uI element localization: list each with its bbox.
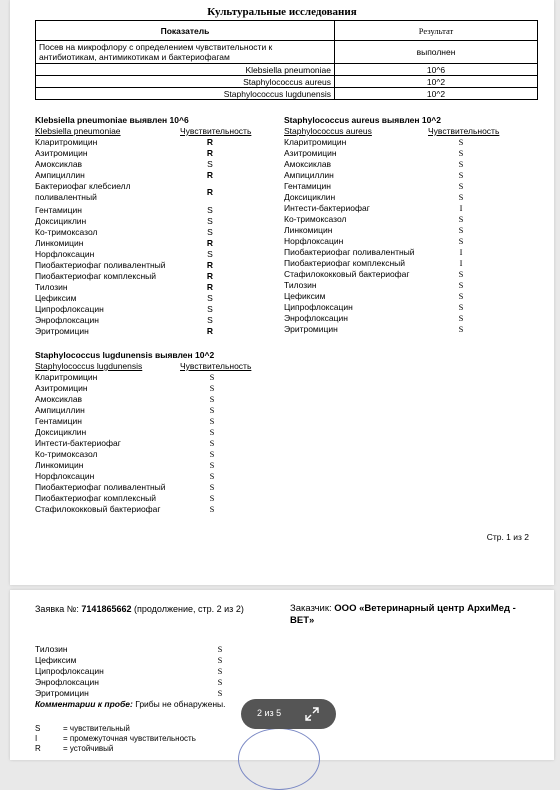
- column-header-result: Результат: [335, 21, 538, 41]
- antibiotic-row: [35, 216, 275, 227]
- sensitivity-value: R: [206, 260, 214, 270]
- antibiotic-list: [35, 372, 275, 515]
- sensitivity-value: S: [458, 280, 464, 290]
- sensitivity-value: S: [207, 315, 213, 325]
- antibiotic-row: [35, 666, 295, 677]
- antibiotic-row: [35, 181, 275, 205]
- antibiotic-name: Цефиксим: [284, 291, 326, 301]
- antibiotic-name: Энрофлоксацин: [284, 313, 348, 323]
- antibiotic-row: [35, 271, 275, 282]
- antibiotic-name: Тилозин: [35, 282, 68, 292]
- legend-text: = чувствительный: [63, 724, 130, 733]
- antibiotic-name: Энрофлоксацин: [35, 677, 99, 687]
- sensitivity-value: S: [217, 677, 223, 687]
- klebsiella-section: [35, 114, 275, 337]
- antibiotic-row: [35, 677, 295, 688]
- sensitivity-value: S: [209, 416, 215, 426]
- antibiotic-row: [35, 304, 275, 315]
- antibiotic-name: Азитромицин: [35, 148, 88, 158]
- antibiotic-name: Ампициллин: [35, 405, 85, 415]
- table-row: [36, 41, 538, 64]
- antibiotic-row: [35, 326, 275, 337]
- antibiotic-name: Ципрофлоксацин: [284, 302, 353, 312]
- antibiotic-row: [35, 482, 275, 493]
- sensitivity-value: R: [206, 148, 214, 158]
- sensitivity-value: R: [206, 170, 214, 180]
- antibiotic-row: [35, 205, 275, 216]
- antibiotic-name: Стафилококковый бактериофаг: [284, 269, 410, 279]
- antibiotic-row: [35, 383, 275, 394]
- sensitivity-value: S: [458, 137, 464, 147]
- antibiotic-row: [284, 302, 534, 313]
- antibiotic-row: [284, 214, 534, 225]
- sensitivity-value: S: [209, 394, 215, 404]
- antibiotic-row: [284, 137, 534, 148]
- antibiotic-name: Эритромицин: [35, 326, 89, 336]
- sensitivity-value: S: [458, 170, 464, 180]
- antibiotic-row: [35, 394, 275, 405]
- antibiotic-name: Эритромицин: [35, 688, 89, 698]
- sensitivity-value: R: [206, 326, 214, 336]
- antibiotic-list: [284, 137, 534, 335]
- sensitivity-value: S: [209, 427, 215, 437]
- antibiotic-row: [35, 260, 275, 271]
- antibiotic-name: Эритромицин: [284, 324, 338, 334]
- antibiotic-list: [35, 137, 275, 337]
- antibiotic-row: [35, 427, 275, 438]
- sensitivity-value: S: [458, 324, 464, 334]
- antibiotic-row: [35, 504, 275, 515]
- antibiotic-name: Пиобактериофаг комплексный: [35, 493, 157, 503]
- sensitivity-value: S: [458, 225, 464, 235]
- antibiotic-name: Гентамицин: [35, 205, 82, 215]
- order-label: Заявка №:: [35, 604, 79, 614]
- antibiotic-row: [35, 282, 275, 293]
- result-cell: 10^2: [335, 76, 538, 88]
- antibiotic-row: [284, 148, 534, 159]
- antibiotic-name: Интести-бактериофаг: [35, 438, 121, 448]
- sensitivity-value: S: [207, 227, 213, 237]
- sensitivity-value: R: [206, 187, 214, 197]
- antibiotic-row: [35, 137, 275, 148]
- antibiotic-name: Линкомицин: [284, 225, 333, 235]
- page-counter: 2 из 5: [257, 708, 282, 718]
- result-cell: 10^2: [335, 88, 538, 100]
- table-row: [36, 76, 538, 88]
- param-cell: Staphylococcus lugdunensis: [36, 88, 335, 100]
- antibiotic-name: Доксициклин: [35, 216, 87, 226]
- antibiotic-row: [35, 293, 275, 304]
- sensitivity-value: S: [209, 383, 215, 393]
- antibiotic-name: Доксициклин: [284, 192, 336, 202]
- antibiotic-row: [284, 258, 534, 269]
- antibiotic-row: [284, 192, 534, 203]
- antibiotic-row: [35, 416, 275, 427]
- antibiotic-name: Кларитромицин: [35, 137, 98, 147]
- sensitivity-value: S: [207, 249, 213, 259]
- antibiotic-row: [35, 315, 275, 326]
- sensitivity-value: S: [217, 666, 223, 676]
- antibiotic-name: Ампициллин: [35, 170, 85, 180]
- sensitivity-value: S: [207, 293, 213, 303]
- antibiotic-name: Амоксиклав: [35, 394, 83, 404]
- antibiotic-row: [35, 493, 275, 504]
- antibiotic-name: Азитромицин: [284, 148, 337, 158]
- comment-label: Комментарии к пробе:: [35, 699, 133, 709]
- result-cell: выполнен: [335, 41, 538, 64]
- customer-info: [290, 603, 520, 627]
- antibiotic-name: Пиобактериофаг поливалентный: [35, 260, 166, 270]
- antibiotic-name: Амоксиклав: [35, 159, 83, 169]
- sensitivity-value: S: [458, 148, 464, 158]
- customer-label: Заказчик:: [290, 603, 332, 614]
- sensitivity-value: S: [209, 493, 215, 503]
- sensitivity-label: Чувствительность: [428, 126, 500, 136]
- sensitivity-value: S: [209, 438, 215, 448]
- antibiotic-row: [35, 644, 295, 655]
- antibiotic-name: Ципрофлоксацин: [35, 666, 104, 676]
- antibiotic-row: [35, 449, 275, 460]
- sensitivity-value: S: [207, 205, 213, 215]
- antibiotic-name: Норфлоксацин: [35, 471, 95, 481]
- section-subheader: [284, 126, 534, 137]
- antibiotic-name: Энрофлоксацин: [35, 315, 99, 325]
- sensitivity-value: S: [458, 192, 464, 202]
- antibiotic-name: Тилозин: [284, 280, 317, 290]
- antibiotic-name: Пиобактериофаг поливалентный: [35, 482, 166, 492]
- sensitivity-value: S: [458, 269, 464, 279]
- antibiotic-row: [35, 438, 275, 449]
- antibiotic-name: Ципрофлоксацин: [35, 304, 104, 314]
- section-title: Культуральные исследования: [207, 6, 357, 18]
- antibiotic-name: Цефиксим: [35, 293, 77, 303]
- antibiotic-name: Кларитромицин: [284, 137, 347, 147]
- sensitivity-value: I: [459, 203, 463, 213]
- customer-name: ООО «Ветеринарный центр АрхиМед - ВЕТ»: [290, 603, 516, 626]
- antibiotic-name: Ко-тримоксазол: [35, 449, 98, 459]
- antibiotic-name: Кларитромицин: [35, 372, 98, 382]
- antibiotic-list: [35, 644, 295, 699]
- sensitivity-value: S: [217, 688, 223, 698]
- antibiotic-name: Ампициллин: [284, 170, 334, 180]
- antibiotic-name: Линкомицин: [35, 460, 84, 470]
- sensitivity-value: S: [209, 482, 215, 492]
- antibiotic-name: Амоксиклав: [284, 159, 332, 169]
- sensitivity-value: R: [206, 137, 214, 147]
- sensitivity-value: S: [209, 460, 215, 470]
- antibiotic-row: [35, 655, 295, 666]
- param-cell: Посев на микрофлору с определением чувствительности к антибиотикам, антимикотикам и бактериофагам: [36, 41, 335, 64]
- page-number: Стр. 1 из 2: [486, 532, 529, 542]
- antibiotic-row: [35, 688, 295, 699]
- section-header: Staphylococcus lugdunensis выявлен 10^2: [35, 350, 215, 360]
- sensitivity-value: S: [458, 302, 464, 312]
- page-indicator[interactable]: [241, 699, 336, 729]
- antibiotic-row: [284, 159, 534, 170]
- sensitivity-value: S: [458, 214, 464, 224]
- organism-label: Staphylococcus lugdunensis: [35, 361, 143, 371]
- summary-table: [35, 20, 538, 100]
- param-cell: Klebsiella pneumoniae: [36, 64, 335, 76]
- sensitivity-value: S: [217, 655, 223, 665]
- order-note: (продолжение, стр. 2 из 2): [134, 604, 244, 614]
- antibiotic-row: [284, 236, 534, 247]
- column-header-parameter: Показатель: [36, 21, 335, 41]
- lugdunensis-section: [35, 349, 275, 515]
- sensitivity-value: S: [207, 159, 213, 169]
- legend-key: S: [35, 724, 41, 733]
- antibiotic-name: Пиобактериофаг поливалентный: [284, 247, 415, 257]
- antibiotic-name: Ко-тримоксазол: [35, 227, 98, 237]
- antibiotic-name: Линкомицин: [35, 238, 84, 248]
- legend-key: R: [35, 744, 41, 753]
- aureus-section: [284, 114, 534, 335]
- antibiotic-name: Стафилококковый бактериофаг: [35, 504, 161, 514]
- sensitivity-value: S: [209, 471, 215, 481]
- result-cell: 10^6: [335, 64, 538, 76]
- antibiotic-row: [284, 170, 534, 181]
- sensitivity-value: R: [206, 271, 214, 281]
- antibiotic-name: Норфлоксацин: [284, 236, 344, 246]
- antibiotic-name: Норфлоксацин: [35, 249, 95, 259]
- antibiotic-row: [284, 247, 534, 258]
- antibiotic-row: [284, 269, 534, 280]
- legend-key: I: [35, 734, 38, 743]
- sensitivity-value: R: [206, 282, 214, 292]
- table-row: [36, 64, 538, 76]
- antibiotic-name: Интести-бактериофаг: [284, 203, 370, 213]
- antibiotic-name: Гентамицин: [284, 181, 331, 191]
- antibiotic-row: [35, 249, 275, 260]
- antibiotic-row: [35, 170, 275, 181]
- antibiotic-name: Ко-тримоксазол: [284, 214, 347, 224]
- sensitivity-value: R: [206, 238, 214, 248]
- organism-label: Staphylococcus aureus: [284, 126, 372, 136]
- sensitivity-value: S: [458, 159, 464, 169]
- sensitivity-value: S: [209, 405, 215, 415]
- antibiotic-row: [284, 291, 534, 302]
- antibiotic-name: Доксициклин: [35, 427, 87, 437]
- section-header: Staphylococcus aureus выявлен 10^2: [284, 115, 441, 125]
- order-number: 7141865662: [81, 604, 132, 614]
- sensitivity-value: S: [209, 372, 215, 382]
- antibiotic-row: [284, 203, 534, 214]
- sensitivity-value: S: [207, 304, 213, 314]
- antibiotic-name: Пиобактериофаг комплексный: [284, 258, 406, 268]
- sensitivity-value: S: [209, 449, 215, 459]
- legend-text: = устойчивый: [63, 744, 114, 753]
- antibiotic-row: [35, 148, 275, 159]
- antibiotic-row: [35, 405, 275, 416]
- antibiotic-name: Цефиксим: [35, 655, 77, 665]
- antibiotic-row: [284, 225, 534, 236]
- sensitivity-value: S: [207, 216, 213, 226]
- sensitivity-value: S: [209, 504, 215, 514]
- sensitivity-value: S: [458, 291, 464, 301]
- antibiotic-row: [35, 471, 275, 482]
- antibiotic-row: [284, 324, 534, 335]
- expand-icon[interactable]: [303, 705, 321, 723]
- antibiotic-name: Гентамицин: [35, 416, 82, 426]
- antibiotic-row: [35, 372, 275, 383]
- sensitivity-value: I: [459, 247, 463, 257]
- sensitivity-value: S: [458, 181, 464, 191]
- antibiotic-row: [35, 227, 275, 238]
- comment: [35, 699, 226, 710]
- antibiotic-name: Тилозин: [35, 644, 68, 654]
- antibiotic-name: Азитромицин: [35, 383, 88, 393]
- table-row: [36, 88, 538, 100]
- antibiotic-row: [35, 238, 275, 249]
- antibiotic-row: [284, 280, 534, 291]
- comment-text: Грибы не обнаружены.: [135, 699, 226, 709]
- antibiotic-row: [35, 159, 275, 170]
- sensitivity-value: S: [458, 236, 464, 246]
- section-header: Klebsiella pneumoniae выявлен 10^6: [35, 115, 189, 125]
- antibiotic-row: [284, 181, 534, 192]
- antibiotic-name: Пиобактериофаг комплексный: [35, 271, 157, 281]
- organism-label: Klebsiella pneumoniae: [35, 126, 121, 136]
- legend-text: = промежуточная чувствительность: [63, 734, 196, 743]
- antibiotic-name: Бактериофаг клебсиелл поливалентный: [35, 181, 131, 202]
- sensitivity-label: Чувствительность: [180, 361, 252, 371]
- sensitivity-label: Чувствительность: [180, 126, 252, 136]
- param-cell: Staphylococcus aureus: [36, 76, 335, 88]
- section-subheader: [35, 361, 275, 372]
- antibiotic-row: [284, 313, 534, 324]
- sensitivity-value: S: [458, 313, 464, 323]
- sensitivity-value: S: [217, 644, 223, 654]
- document-page-1: [10, 0, 554, 585]
- stamp: [238, 728, 320, 790]
- antibiotic-row: [35, 460, 275, 471]
- order-info: [35, 604, 244, 614]
- sensitivity-value: I: [459, 258, 463, 268]
- section-subheader: [35, 126, 275, 137]
